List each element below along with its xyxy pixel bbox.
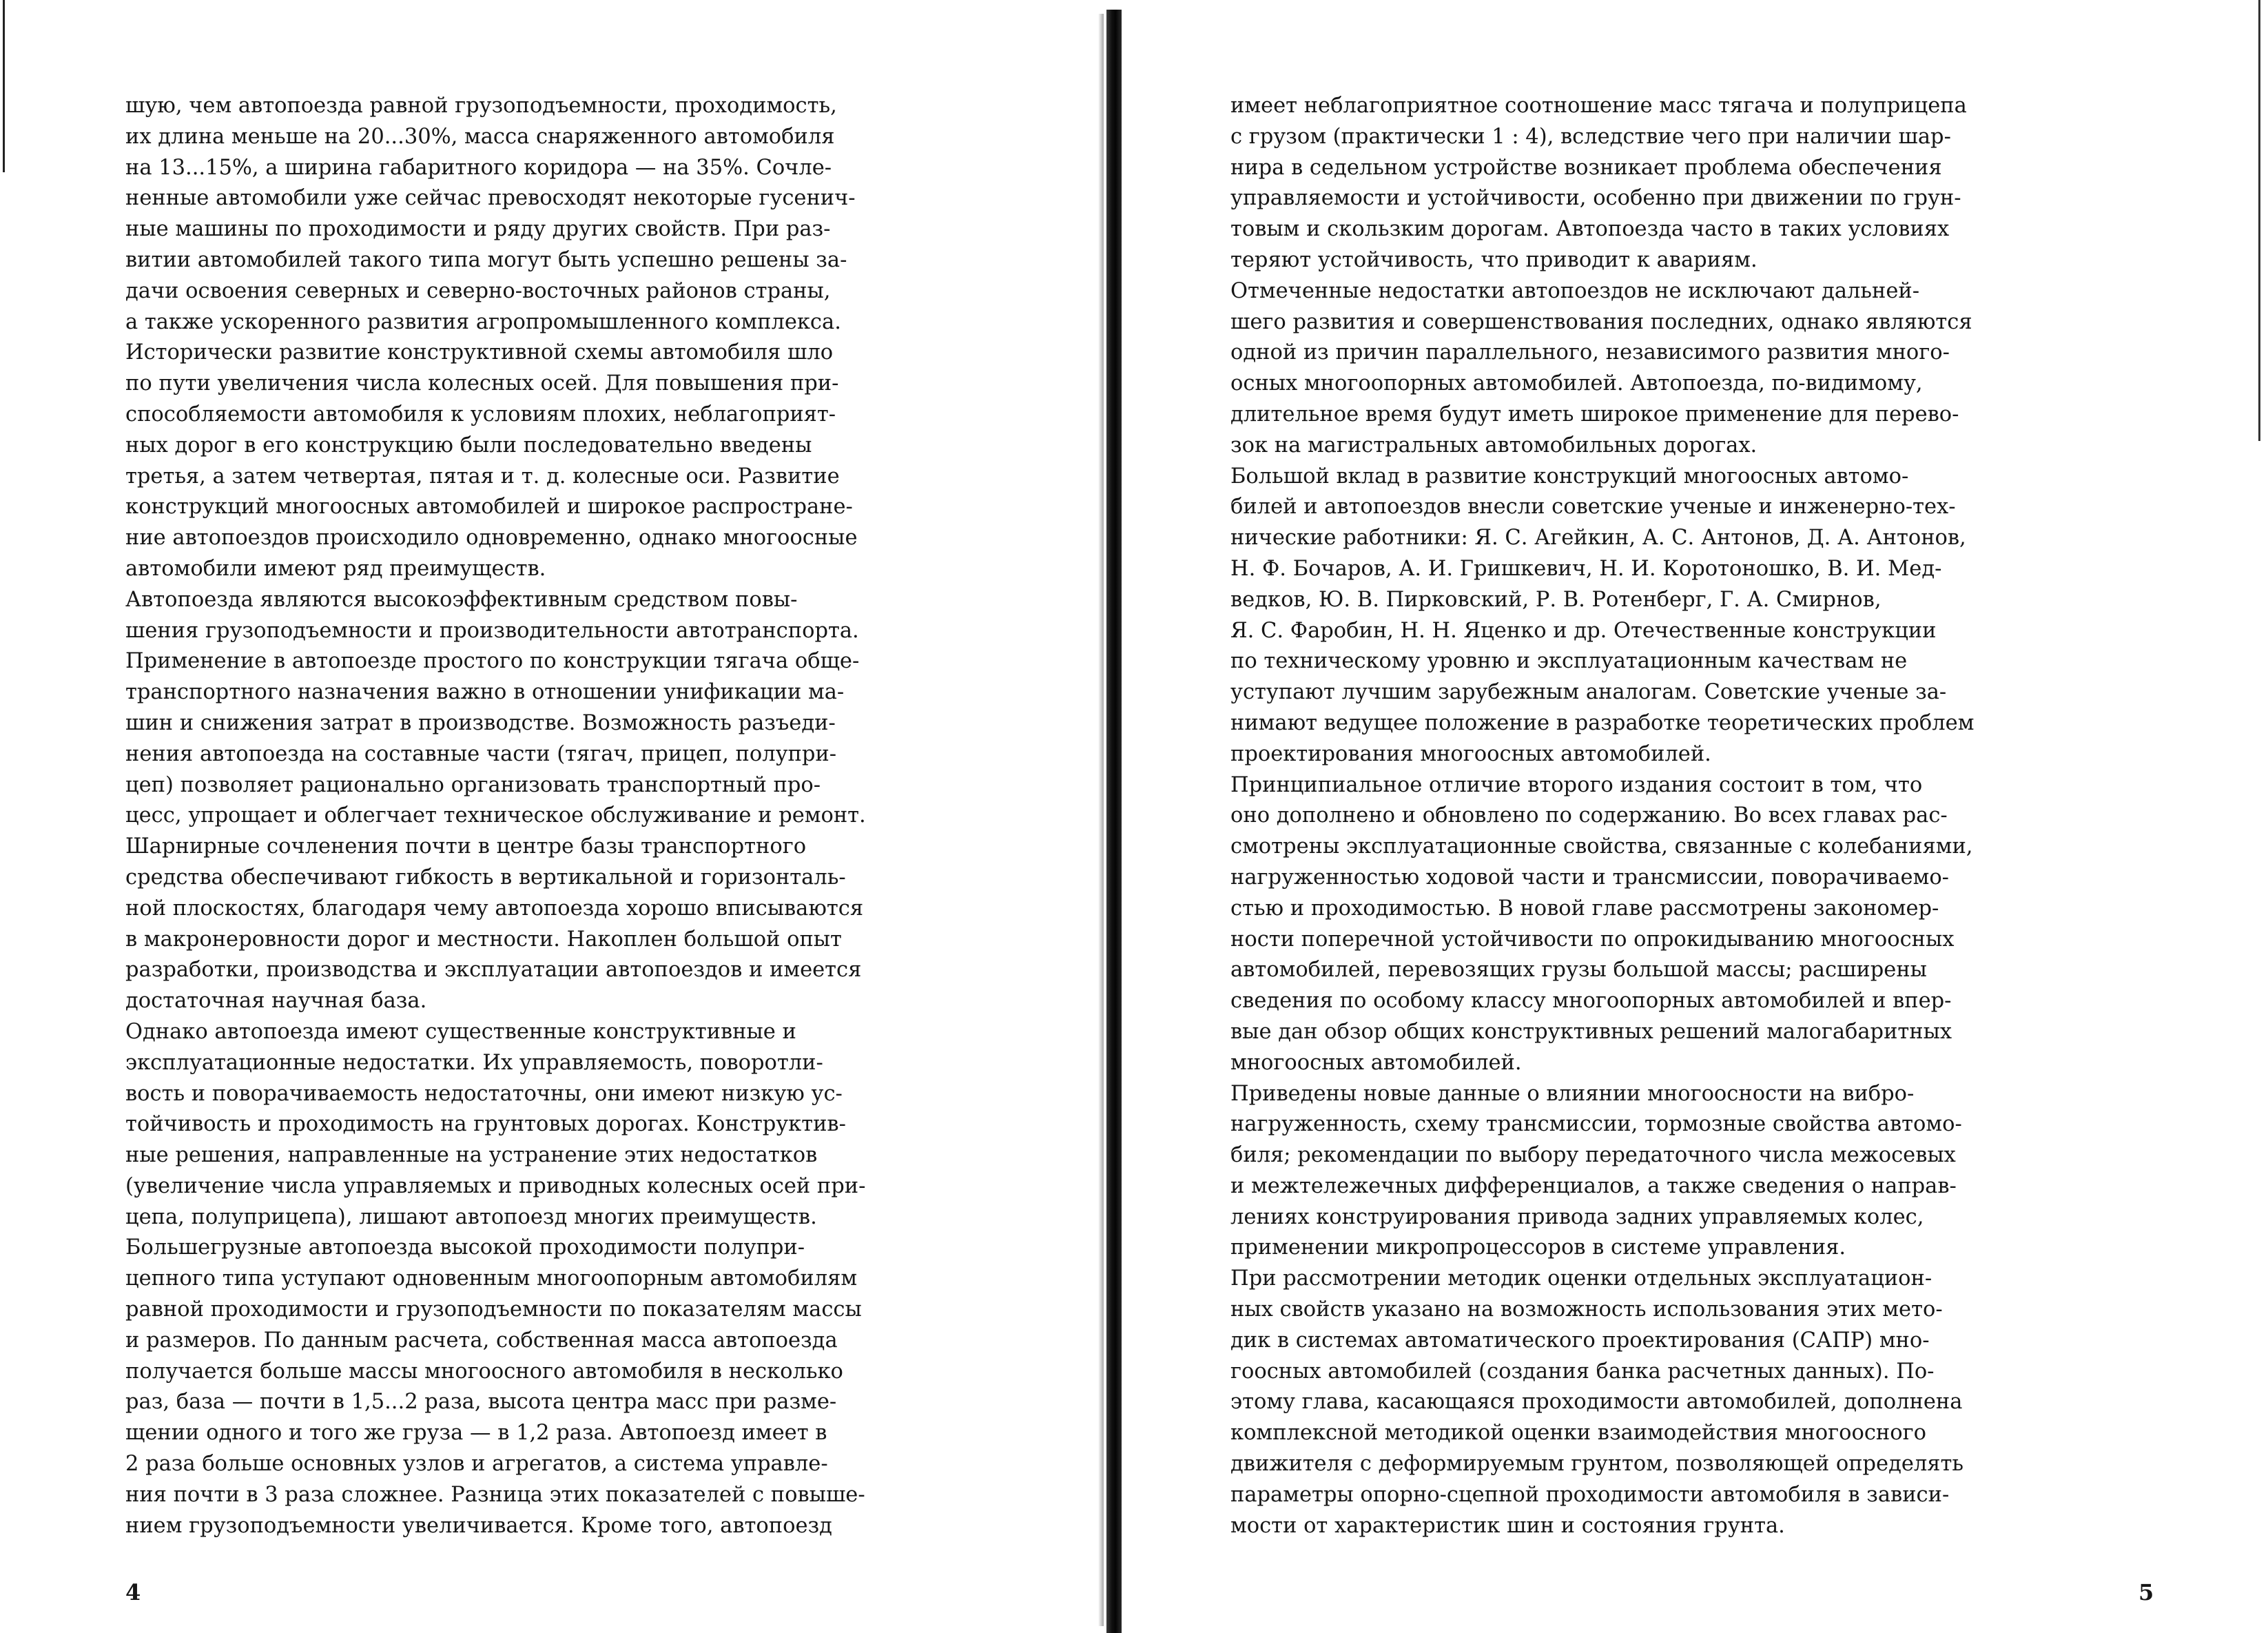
left-page-column [125,91,1049,1541]
binding-shadow [1098,14,1104,1626]
book-binding [1106,10,1122,1633]
right-page-text: имеет неблагоприятное соотношение масс тягача и полуприцепа с грузом (практически 1 : 4), вследствие чего при наличии шар- нира в седельном устройстве возникает проблема обеспечения управляемости и устойчивости, особенно при движении по грун- товым и скользким дорогам. Автопоезда часто в таких условиях теряют устойчивость, что приводит к авариям. Отмеченные недостатки автопоездов не исключают дальней- шего развития и совершенствования последних, однако являются одной из причин параллельного, независимого развития много- осных многоопорных автомобилей. Автопоезда, по-видимому, длительное время будут иметь широкое применение для перево- зок на магистральных автомобильных дорогах. Большой вклад в развитие конструкций многоосных автомо- билей и автопоездов внесли советские ученые и инженерно-тех- нические работники: Я. С. Агейкин, А. С. Антонов, Д. А. Антонов, Н. Ф. Бочаров, А. И. Гришкевич, Н. И. Коротоношко, В. И. Мед- ведков, Ю. В. Пирковский, Р. В. Ротенберг, Г. А. Смирнов, Я. С. Фаробин, Н. Н. Яценко и др. Отечественные конструкции по техническому уровню и эксплуатационным качествам не уступают лучшим зарубежным аналогам. Советские ученые за- нимают ведущее положение в разработке теоретических проблем проектирования многоосных автомобилей. Принципиальное отличие второго издания состоит в том, что оно дополнено и обновлено по содержанию. Во всех главах рас- смотрены эксплуатационные свойства, связанные с колебаниями, нагруженностью ходовой части и трансмиссии, поворачиваемо- стью и проходимостью. В новой главе рассмотрены закономер- ности поперечной устойчивости по опрокидыванию многоосных автомобилей, перевозящих грузы большой массы; расширены сведения по особому классу многоопорных автомобилей и впер- вые дан обзор общих конструктивных решений малогабаритных многоосных автомобилей. Приведены новые данные о влиянии многоосности на вибро- нагруженность, схему трансмиссии, тормозные свойства автомо- биля; рекомендации по выбору передаточного числа межосевых и межтележечных дифференциалов, а также сведения о направ- лениях конструирования привода задних управляемых колес, применении микропроцессоров в системе управления. При рассмотрении методик оценки отдельных эксплуатацион- ных свойств указано на возможность использования этих мето- дик в системах автоматического проектирования (САПР) мно- гоосных автомобилей (создания банка расчетных данных). По- этому глава, касающаяся проходимости автомобилей, дополнена комплексной методикой оценки взаимодействия многоосного движителя с деформируемым грунтом, позволяющей определять параметры опорно-сцепной проходимости автомобиля в зависи- мости от характеристик шин и состояния грунта. [1230,94,1975,1538]
left-page-number: 4 [125,1579,141,1605]
right-page-column [1230,91,2155,1541]
left-page-text: шую, чем автопоезда равной грузоподъемности, проходимость, их длина меньше на 20...30%, масса снаряженного автомобиля на 13...15%, а ширина габаритного коридора — на 35%. Сочле- ненные автомобили уже сейчас превосходят некоторые гусенич- ные машины по проходимости и ряду других свойств. При раз- витии автомобилей такого типа могут быть успешно решены за- дачи освоения северных и северно-восточных районов страны, а также ускоренного развития агропромышленного комплекса. Исторически развитие конструктивной схемы автомобиля шло по пути увеличения числа колесных осей. Для повышения при- способляемости автомобиля к условиям плохих, неблагоприят- ных дорог в его конструкцию были последовательно введены третья, а затем четвертая, пятая и т. д. колесные оси. Развитие конструкций многоосных автомобилей и широкое распростране- ние автопоездов происходило одновременно, однако многоосные автомобили имеют ряд преимуществ. Автопоезда являются высокоэффективным средством повы- шения грузоподъемности и производительности автотранспорта. Применение в автопоезде простого по конструкции тягача обще- транспортного назначения важно в отношении унификации ма- шин и снижения затрат в производстве. Возможность разъеди- нения автопоезда на составные части (тягач, прицеп, полупри- цеп) позволяет рационально организовать транспортный про- цесс, упрощает и облегчает техническое обслуживание и ремонт. Шарнирные сочленения почти в центре базы транспортного средства обеспечивают гибкость в вертикальной и горизонталь- ной плоскостях, благодаря чему автопоезда хорошо вписываются в макронеровности дорог и местности. Накоплен большой опыт разработки, производства и эксплуатации автопоездов и имеется достаточная научная база. Однако автопоезда имеют существенные конструктивные и эксплуатационные недостатки. Их управляемость, поворотли- вость и поворачиваемость недостаточны, они имеют низкую ус- тойчивость и проходимость на грунтовых дорогах. Конструктив- ные решения, направленные на устранение этих недостатков (увеличение числа управляемых и приводных колесных осей при- цепа, полуприцепа), лишают автопоезд многих преимуществ. Большегрузные автопоезда высокой проходимости полупри- цепного типа уступают одновенным многоопорным автомобилям равной проходимости и грузоподъемности по показателям массы и размеров. По данным расчета, собственная масса автопоезда получается больше массы многоосного автомобиля в несколько раз, база — почти в 1,5...2 раза, высота центра масс при разме- щении одного и того же груза — в 1,2 раза. Автопоезд имеет в 2 раза больше основных узлов и агрегатов, а система управле- ния почти в 3 раза сложнее. Разница этих показателей с повыше- нием грузоподъемности увеличивается. Кроме того, автопоезд [125,94,866,1538]
scan-edge-right [2258,0,2260,441]
right-page-number: 5 [2138,1579,2154,1605]
scan-edge-left [3,0,5,172]
